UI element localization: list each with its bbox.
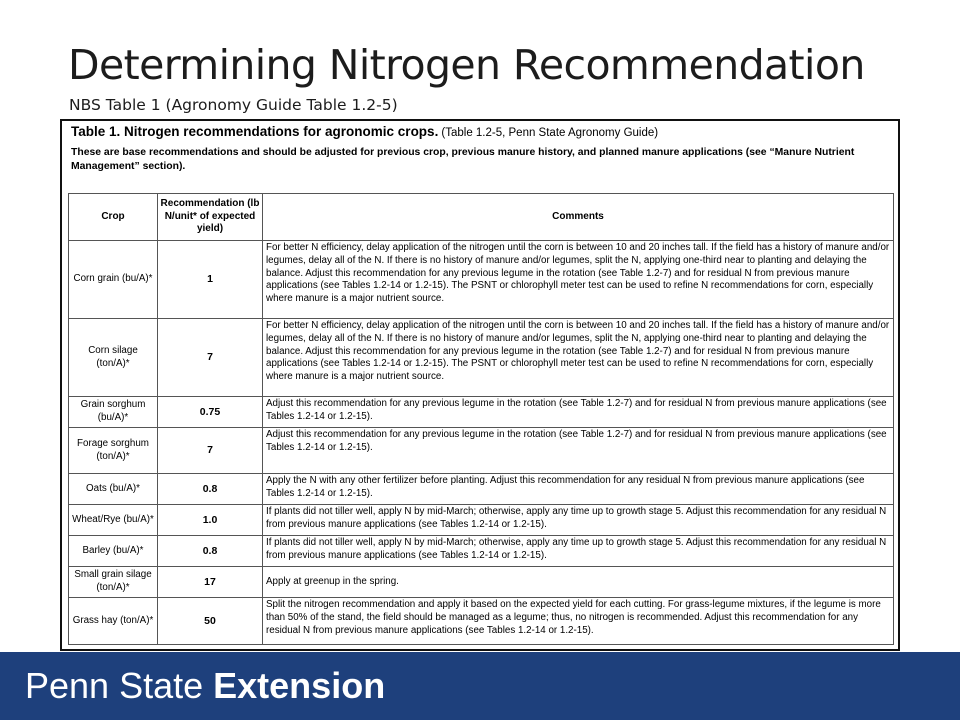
logo-extension: Extension (213, 665, 386, 706)
table-row (69, 474, 894, 505)
footer-bar (0, 652, 960, 720)
recommendation-cell: 50 (158, 598, 263, 645)
table-row (69, 428, 894, 474)
table-row (69, 319, 894, 397)
table-image-frame (60, 119, 900, 651)
recommendation-cell: 0.75 (158, 397, 263, 428)
crop-cell: Grass hay (ton/A)* (69, 598, 158, 645)
comment-cell: For better N efficiency, delay application of the nitrogen until the corn is between 10 and 20 inches tall. If the field has a history of manure and/or legumes, delay all of the N. If there is no history of manure and/or legumes, split the N, applying one-third near to planting and delaying the balance. Adjust this recommendation for any previous legume in the rotation (see Table 1.2-7) and for residual N from previous manure applications (see Tables 1.2-14 or 1.2-15). The PSNT or chlorophyll meter test can be used to refine N recommendations for corn, especially where manure is a major nutrient source. (263, 319, 894, 397)
header-crop: Crop (69, 194, 158, 241)
recommendation-cell: 0.8 (158, 536, 263, 567)
recommendation-cell: 1 (158, 241, 263, 319)
comment-cell: Apply at greenup in the spring. (263, 567, 894, 598)
table-heading-reference: (Table 1.2-5, Penn State Agronomy Guide) (441, 127, 659, 139)
header-recommendation: Recommendation (lb N/unit* of expected yield) (158, 194, 263, 241)
recommendation-cell: 1.0 (158, 505, 263, 536)
crop-cell: Small grain silage (ton/A)* (69, 567, 158, 598)
penn-state-extension-logo (25, 666, 385, 706)
comment-cell: Apply the N with any other fertilizer before planting. Adjust this recommendation for any residual N from previous manure applications (see Tables 1.2-14 or 1.2-15). (263, 474, 894, 505)
comment-cell: If plants did not tiller well, apply N by mid-March; otherwise, apply any time up to growth stage 5. Adjust this recommendation for any residual N from previous manure applications (see Tables 1.2-14 or 1.2-15). (263, 536, 894, 567)
table-note: These are base recommendations and should be adjusted for previous crop, previous manure history, and planned manure applications (see “Manure Nutrient Management” section). (71, 147, 855, 172)
crop-cell: Grain sorghum (bu/A)* (69, 397, 158, 428)
slide-title: Determining Nitrogen Recommendation (68, 41, 865, 89)
recommendation-cell: 17 (158, 567, 263, 598)
header-comments: Comments (263, 194, 894, 241)
crop-cell: Wheat/Rye (bu/A)* (69, 505, 158, 536)
table-heading-title: Table 1. Nitrogen recommendations for agronomic crops. (71, 124, 439, 139)
recommendation-cell: 7 (158, 428, 263, 474)
crop-cell: Corn silage (ton/A)* (69, 319, 158, 397)
recommendation-cell: 7 (158, 319, 263, 397)
recommendation-cell: 0.8 (158, 474, 263, 505)
table-row (69, 567, 894, 598)
crop-cell: Oats (bu/A)* (69, 474, 158, 505)
table-row (69, 241, 894, 319)
crop-cell: Corn grain (bu/A)* (69, 241, 158, 319)
comment-cell: Split the nitrogen recommendation and apply it based on the expected yield for each cutting. For grass-legume mixtures, if the legume is more than 50% of the stand, the field should be managed as a legume; thus, no nitrogen is recommended. Adjust this recommendation for any residual N from previous manure applications (see Tables 1.2-14 or 1.2-15). (263, 598, 894, 645)
comment-cell: Adjust this recommendation for any previous legume in the rotation (see Table 1.2-7) and for residual N from previous manure applications (see Tables 1.2-14 or 1.2-15). (263, 428, 894, 474)
table-header-row (69, 194, 894, 241)
slide-subtitle: NBS Table 1 (Agronomy Guide Table 1.2-5) (69, 96, 398, 114)
comment-cell: For better N efficiency, delay application of the nitrogen until the corn is between 10 and 20 inches tall. If the field has a history of manure and/or legumes, delay all of the N. If there is no history of manure and/or legumes, split the N, applying one-third near to planting and delaying the balance. Adjust this recommendation for any previous legume in the rotation (see Table 1.2-7) and for residual N from previous manure applications (see Tables 1.2-14 or 1.2-15). The PSNT or chlorophyll meter test can be used to refine N recommendations for corn, especially where manure is a major nutrient source. (263, 241, 894, 319)
crop-cell: Barley (bu/A)* (69, 536, 158, 567)
table-row (69, 536, 894, 567)
table-heading (71, 125, 891, 140)
table-row (69, 598, 894, 645)
comment-cell: Adjust this recommendation for any previous legume in the rotation (see Table 1.2-7) and for residual N from previous manure applications (see Tables 1.2-14 or 1.2-15). (263, 397, 894, 428)
crop-cell: Forage sorghum (ton/A)* (69, 428, 158, 474)
table-row (69, 505, 894, 536)
comment-cell: If plants did not tiller well, apply N by mid-March; otherwise, apply any time up to growth stage 5. Adjust this recommendation for any residual N from previous manure applications (see Tables 1.2-14 or 1.2-15). (263, 505, 894, 536)
logo-penn-state: Penn State (25, 665, 214, 706)
table-row (69, 397, 894, 428)
nitrogen-recommendation-table (68, 193, 894, 645)
